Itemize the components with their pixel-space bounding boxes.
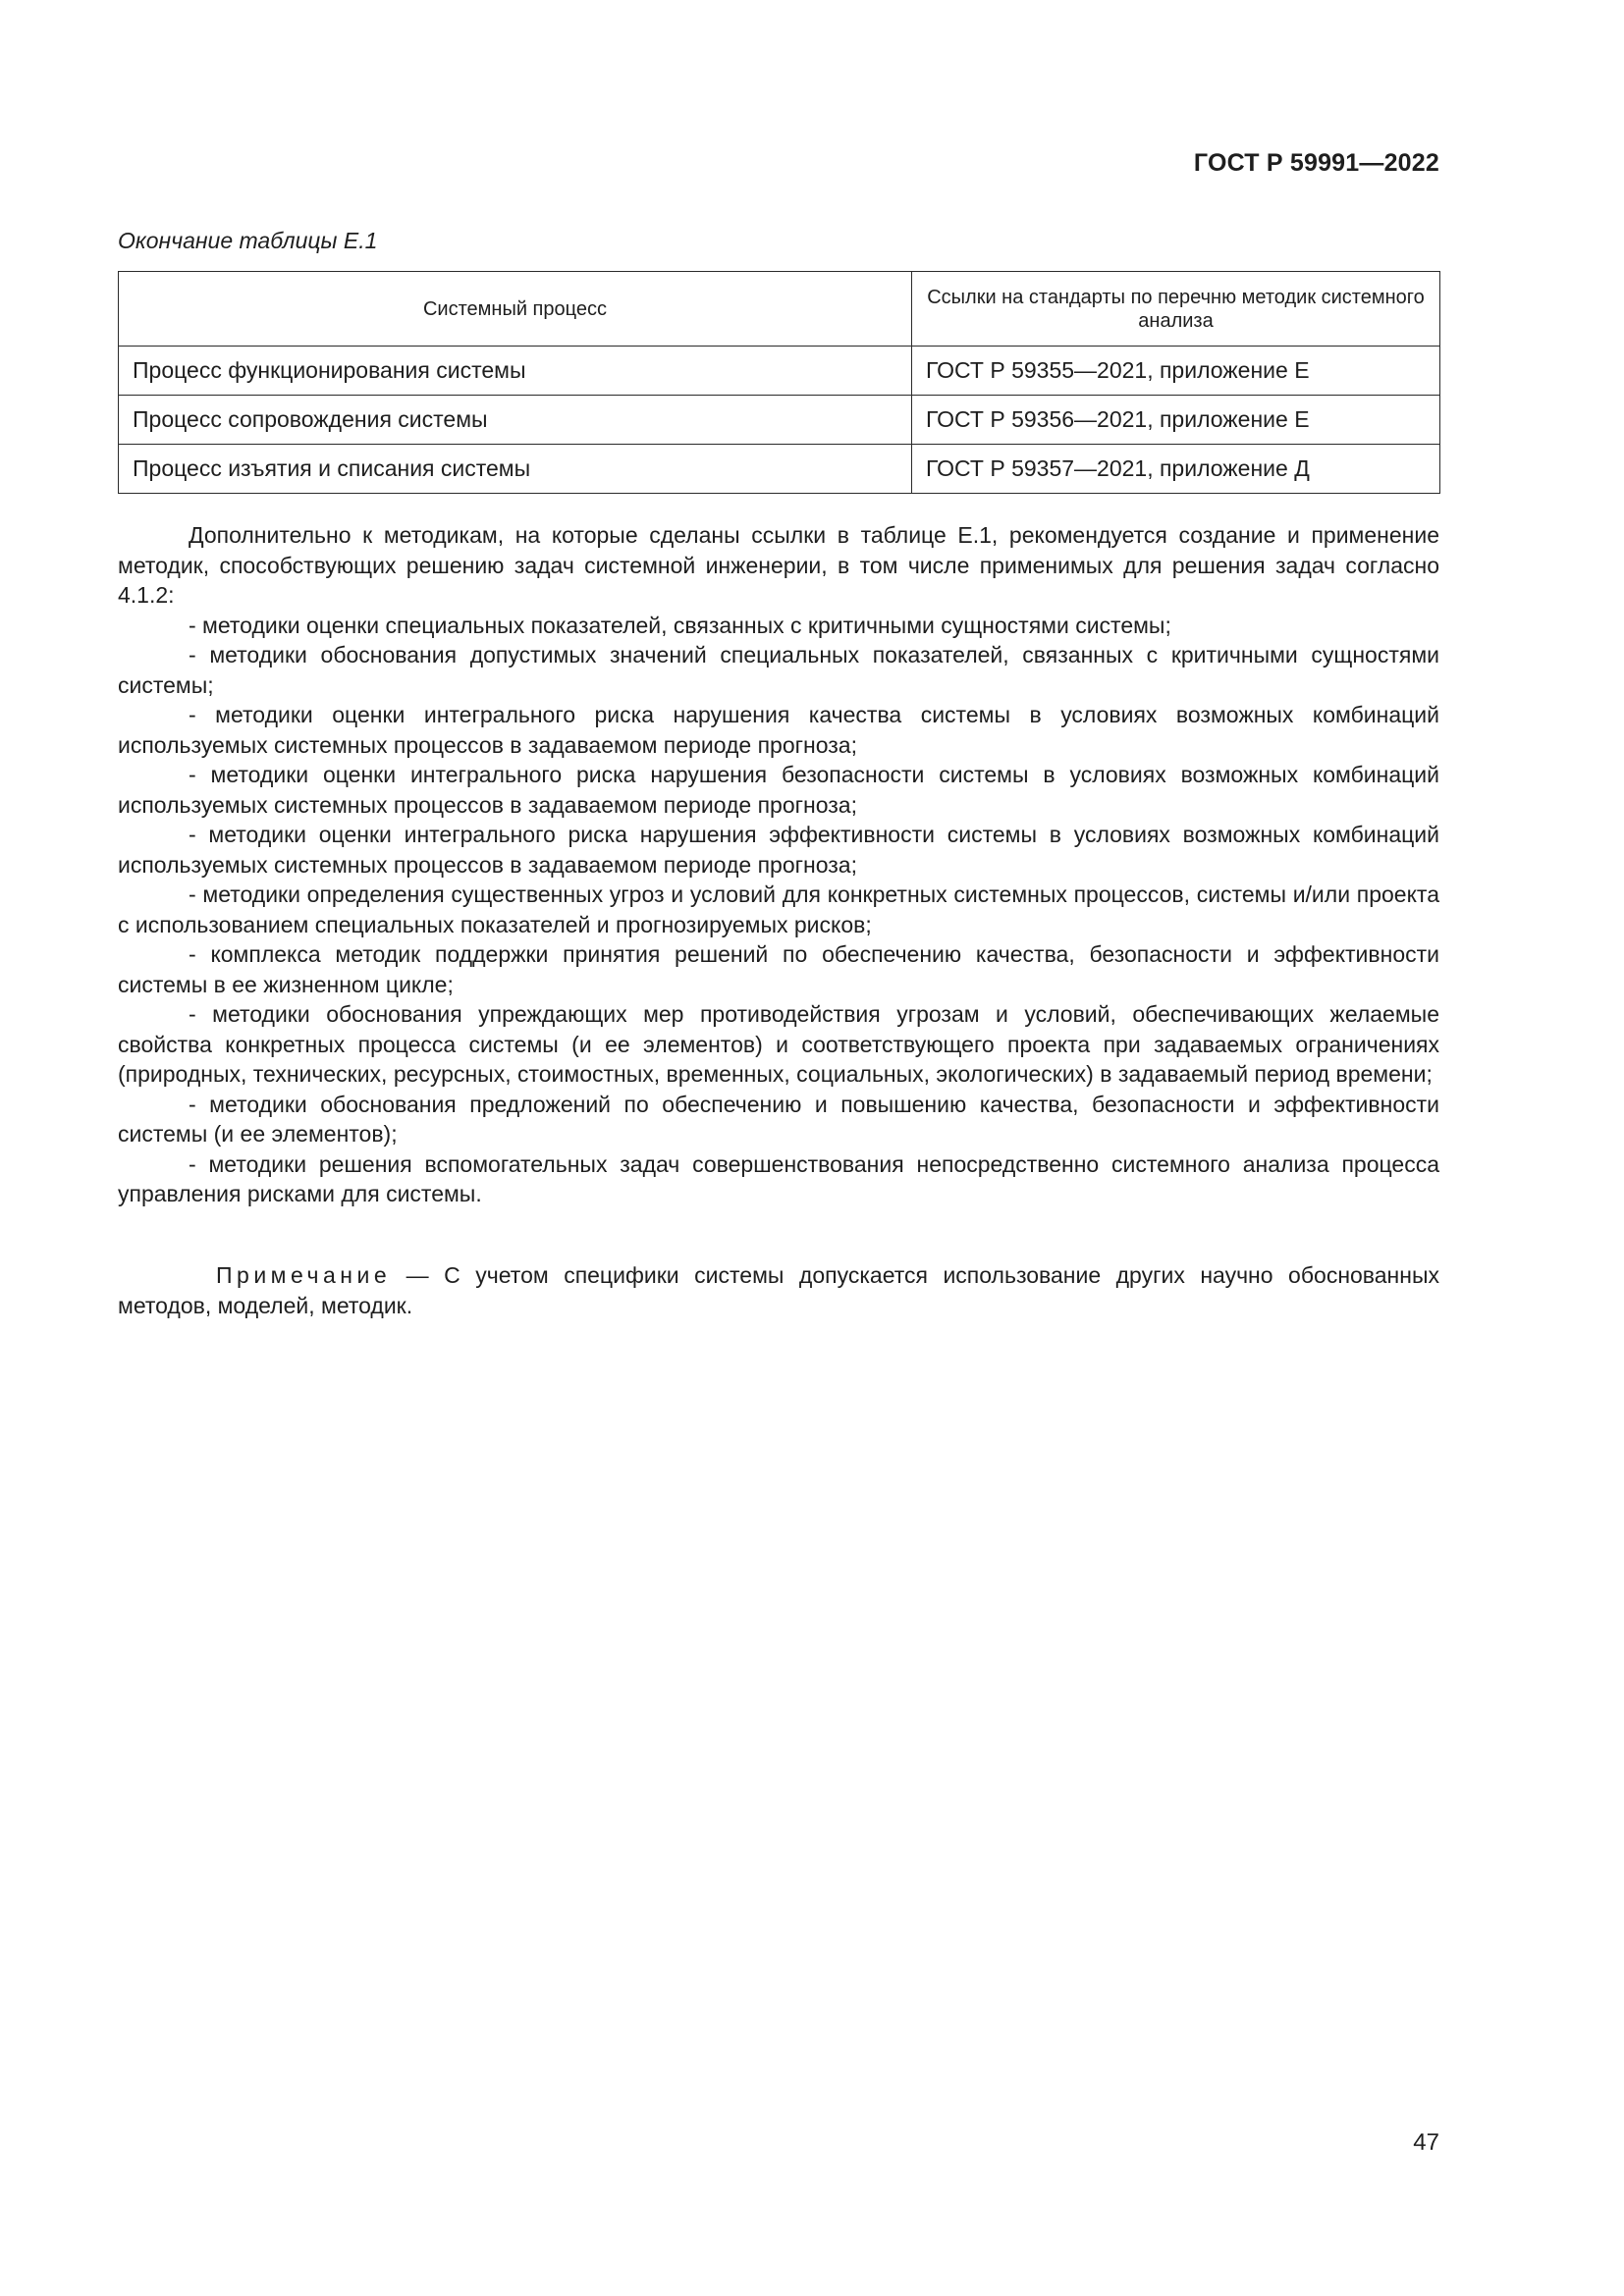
table-header-row — [119, 272, 1440, 347]
list-item: - методики обоснования упреждающих мер противодействия угрозам и условий, обеспечивающих желаемые свойства конкретных процесса системы (и ее элементов) и соответствующего проекта при задаваемых ограничениях (природных, технических, ресурсных, стоимостных, временных, социальных, экологических) в задаваемый период времени; — [118, 1001, 1439, 1087]
list-item: - методики определения существенных угроз и условий для конкретных системных процессов, системы и/или проекта с использованием специальных показателей и прогнозируемых рисков; — [118, 881, 1439, 937]
note-label: Примечание — [216, 1262, 392, 1288]
reference-cell: ГОСТ Р 59357—2021, приложение Д — [912, 445, 1440, 494]
list-item: - методики оценки интегрального риска нарушения эффективности системы в условиях возможных комбинаций используемых системных процессов в задаваемом периоде прогноза; — [118, 822, 1439, 878]
list-item: - методики обоснования допустимых значений специальных показателей, связанных с критичными сущностями системы; — [118, 642, 1439, 698]
header-system-process: Системный процесс — [119, 272, 912, 347]
standards-reference-table — [118, 271, 1440, 494]
table-row — [119, 396, 1440, 445]
note-paragraph — [118, 1260, 1439, 1320]
intro-paragraph: Дополнительно к методикам, на которые сделаны ссылки в таблице Е.1, рекомендуется создание и применение методик, способствующих решению задач системной инженерии, в том числе применимых для решения задач согласно 4.1.2: — [118, 522, 1439, 608]
process-cell: Процесс функционирования системы — [119, 347, 912, 396]
header-standards-references: Ссылки на стандарты по перечню методик системного анализа — [912, 272, 1440, 347]
table-caption: Окончание таблицы Е.1 — [118, 228, 378, 253]
list-item: - комплекса методик поддержки принятия решений по обеспечению качества, безопасности и эффективности системы в ее жизненном цикле; — [118, 941, 1439, 997]
list-item: - методики обоснования предложений по обеспечению и повышению качества, безопасности и эффективности системы (и ее элементов); — [118, 1091, 1439, 1147]
list-item: - методики оценки специальных показателей, связанных с критичными сущностями системы; — [189, 612, 1171, 638]
process-cell: Процесс изъятия и списания системы — [119, 445, 912, 494]
table-row — [119, 347, 1440, 396]
document-code: ГОСТ Р 59991—2022 — [1193, 149, 1439, 177]
reference-cell: ГОСТ Р 59355—2021, приложение Е — [912, 347, 1440, 396]
table-row — [119, 445, 1440, 494]
note-text: — С учетом специфики системы допускается использование других научно обоснованных методов, моделей, методик. — [118, 1262, 1439, 1318]
note-block — [118, 1260, 1439, 1320]
process-cell: Процесс сопровождения системы — [119, 396, 912, 445]
list-item: - методики оценки интегрального риска нарушения безопасности системы в условиях возможных комбинаций используемых системных процессов в задаваемом периоде прогноза; — [118, 762, 1439, 818]
body-text — [118, 520, 1439, 1209]
reference-cell: ГОСТ Р 59356—2021, приложение Е — [912, 396, 1440, 445]
list-item: - методики оценки интегрального риска нарушения качества системы в условиях возможных комбинаций используемых системных процессов в задаваемом периоде прогноза; — [118, 702, 1439, 758]
list-item: - методики решения вспомогательных задач совершенствования непосредственно системного анализа процесса управления рисками для системы. — [118, 1150, 1439, 1206]
page-number: 47 — [1413, 2129, 1439, 2156]
